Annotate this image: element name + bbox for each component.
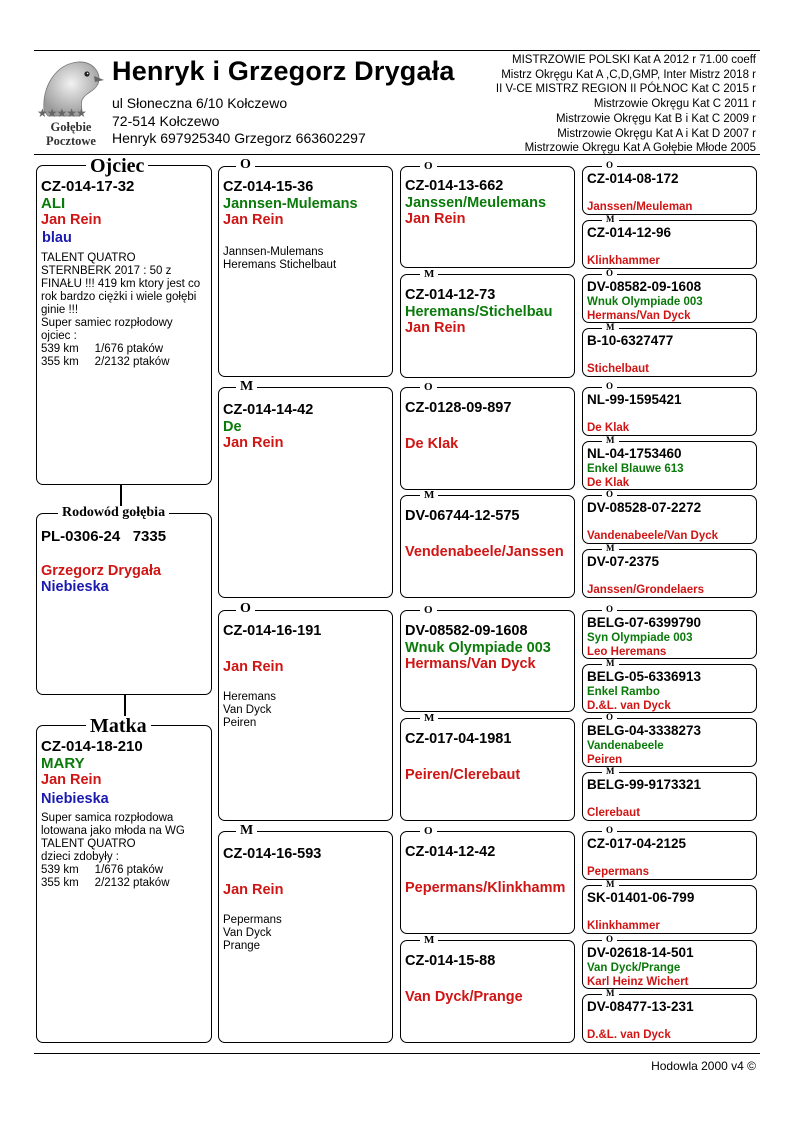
sex-label: M <box>602 215 619 224</box>
awards-list <box>496 53 756 156</box>
gen3-box[interactable] <box>400 274 575 378</box>
gen4-box[interactable] <box>582 940 757 989</box>
breeder: Klinkhammer <box>587 919 660 932</box>
breeder: Janssen/Meuleman <box>587 200 693 213</box>
pigeon-name: De <box>223 418 242 435</box>
gen3-box[interactable] <box>400 831 575 934</box>
note-line: Heremans Stichelbaut <box>223 258 337 271</box>
mother-notes <box>41 812 207 890</box>
note-line: Super samica rozpłodowa <box>41 812 174 825</box>
ring: DV-02618-14-501 <box>587 945 694 960</box>
pigeon-name: Syn Olympiade 003 <box>587 631 693 644</box>
notes <box>223 691 388 730</box>
ring: DV-08477-13-231 <box>587 999 694 1014</box>
sex-label: M <box>420 713 438 724</box>
ring: SK-01401-06-799 <box>587 890 695 905</box>
ring: CZ-014-12-42 <box>405 844 496 860</box>
ring: DV-06744-12-575 <box>405 508 520 524</box>
gen4-box[interactable] <box>582 166 757 215</box>
father-breeder: Jan Rein <box>41 212 102 229</box>
pigeon-name: Janssen/Meulemans <box>405 194 547 211</box>
award: Mistrz Okręgu Kat A ,C,D,GMP, Inter Mistrz 2018 r <box>501 68 756 81</box>
gen3-box[interactable] <box>400 610 575 712</box>
pigeon-name: Jannsen-Mulemans <box>223 195 358 212</box>
breeder: Pepermans <box>587 865 650 878</box>
ring: CZ-014-16-191 <box>223 623 322 639</box>
mother-box[interactable] <box>36 725 212 1043</box>
subject-owner: Grzegorz Drygała <box>41 563 162 580</box>
award: Mistrzowie Okręgu Kat B i Kat C 2009 r <box>555 112 756 125</box>
breeder: Van Dyck/Prange <box>405 988 523 1005</box>
notes <box>223 914 388 953</box>
breeder: De Klak <box>405 435 459 452</box>
ring: DV-08582-09-1608 <box>587 279 702 294</box>
sex-label: O <box>420 382 437 393</box>
sex-label: M <box>602 544 619 553</box>
gen4-box[interactable] <box>582 994 757 1043</box>
sex-label: O <box>602 713 617 722</box>
note-line: Super samiec rozpłodowy <box>41 317 173 330</box>
sex-label: O <box>420 161 437 172</box>
ring: NL-04-1753460 <box>587 446 682 461</box>
note-line: ojciec : <box>41 330 77 343</box>
pigeon-name: Vandenabeele <box>587 739 664 752</box>
top-rule <box>34 50 760 51</box>
breeder: Klinkhammer <box>587 254 660 267</box>
note-line: FINAŁU !!! 419 km ktory jest co <box>41 278 201 291</box>
breeder: Jan Rein <box>223 881 284 898</box>
ring: CZ-014-16-593 <box>223 846 322 862</box>
address-line-1: ul Słoneczna 6/10 Kołczewo <box>112 95 288 111</box>
gen2-box[interactable] <box>218 831 393 1043</box>
gen4-box[interactable] <box>582 495 757 544</box>
breeder: Vendenabeele/Janssen <box>405 543 564 560</box>
sex-label: O <box>236 158 255 172</box>
ring: CZ-017-04-2125 <box>587 836 687 851</box>
award: MISTRZOWIE POLSKI Kat A 2012 r 71.00 coeff <box>512 54 756 66</box>
mother-breeder: Jan Rein <box>41 772 102 789</box>
sex-label: O <box>602 161 617 170</box>
sex-label: O <box>602 935 617 944</box>
sex-label: M <box>420 490 438 501</box>
mother-ring: CZ-014-18-210 <box>41 738 143 755</box>
address-line-2: 72-514 Kołczewo <box>112 113 220 129</box>
note-line: Prange <box>223 939 261 952</box>
ring: BELG-05-6336913 <box>587 669 702 684</box>
gen3-box[interactable] <box>400 940 575 1043</box>
gen4-box[interactable] <box>582 885 757 934</box>
gen4-box[interactable] <box>582 328 757 377</box>
breeder: Jan Rein <box>223 211 284 228</box>
gen3-box[interactable] <box>400 166 575 268</box>
subject-label: Rodowód gołębia <box>58 506 169 520</box>
father-ring: CZ-014-17-32 <box>41 178 135 195</box>
note-line: TALENT QUATRO <box>41 252 136 265</box>
breeder: Janssen/Grondelaers <box>587 583 704 596</box>
ring: CZ-014-12-73 <box>405 287 496 303</box>
gen3-box[interactable] <box>400 718 575 821</box>
gen4-box[interactable] <box>582 441 757 490</box>
breeder: Jan Rein <box>405 319 466 336</box>
breeder: Peiren <box>587 753 623 766</box>
ring: B-10-6327477 <box>587 333 674 348</box>
note-line: Heremans <box>223 690 277 703</box>
pigeon-name: Wnuk Olympiade 003 <box>587 295 703 308</box>
gen4-box[interactable] <box>582 274 757 323</box>
gen4-box[interactable] <box>582 220 757 269</box>
pigeon-name: Enkel Blauwe 613 <box>587 462 684 475</box>
gen4-box[interactable] <box>582 772 757 821</box>
award: Mistrzowie Okręgu Kat A Gołębie Młode 2005 <box>524 142 756 155</box>
father-notes <box>41 252 207 369</box>
award: II V-CE MISTRZ REGION II PÓŁNOC Kat C 2015 r <box>495 83 756 96</box>
mother-color: Niebieska <box>41 791 109 808</box>
ring: CZ-014-08-172 <box>587 171 679 186</box>
breeder: Karl Heinz Wichert <box>587 975 689 988</box>
gen4-box[interactable] <box>582 387 757 436</box>
sex-label: O <box>602 382 617 391</box>
note-line: Van Dyck <box>223 926 272 939</box>
note-line: Jannsen-Mulemans <box>223 245 324 258</box>
note-line: 355 km 2/2132 ptaków <box>41 356 170 369</box>
ring: CZ-014-15-36 <box>223 179 314 195</box>
sex-label: O <box>420 605 437 616</box>
mother-label: Matka <box>86 716 151 736</box>
breeder-title: Henryk i Grzegorz Drygała <box>112 56 455 86</box>
gen4-box[interactable] <box>582 831 757 880</box>
sex-label: O <box>602 490 617 499</box>
gen4-box[interactable] <box>582 610 757 659</box>
breeder: Jan Rein <box>223 434 284 451</box>
breeder: De Klak <box>587 476 630 489</box>
phones: Henryk 697925340 Grzegorz 663602297 <box>112 130 366 146</box>
note-line: STERNBERK 2017 : 50 z <box>41 265 172 278</box>
mother-name: MARY <box>41 755 85 773</box>
ring: CZ-014-14-42 <box>223 402 314 418</box>
gen2-box[interactable] <box>218 610 393 821</box>
gen4-box[interactable] <box>582 664 757 713</box>
pigeon-name: Heremans/Stichelbau <box>405 303 553 320</box>
note-line: dzieci zdobyły : <box>41 851 119 864</box>
sex-label: M <box>602 436 619 445</box>
logo-text-1: Gołębie <box>50 120 92 134</box>
gen2-box[interactable] <box>218 166 393 377</box>
logo-stars: ★★★★★ <box>37 106 86 120</box>
sex-label: M <box>236 824 257 838</box>
gen4-box[interactable] <box>582 549 757 598</box>
subject-box[interactable] <box>36 513 212 695</box>
breeder: Pepermans/Klinkhamm <box>405 879 566 896</box>
sex-label: M <box>236 380 257 394</box>
father-label: Ojciec <box>86 156 148 176</box>
sex-label: M <box>602 880 619 889</box>
pigeon-name: Wnuk Olympiade 003 <box>405 639 551 656</box>
sex-label: M <box>602 659 619 668</box>
breeder: De Klak <box>587 421 630 434</box>
ring: DV-08582-09-1608 <box>405 623 528 639</box>
father-box[interactable] <box>36 165 212 485</box>
breeder: Stichelbaut <box>587 362 649 375</box>
ring: BELG-07-6399790 <box>587 615 702 630</box>
ring: DV-08528-07-2272 <box>587 500 702 515</box>
breeder: D.&L. van Dyck <box>587 1028 671 1041</box>
father-color: blau <box>42 230 72 247</box>
gen3-box[interactable] <box>400 387 575 490</box>
ring: CZ-014-13-662 <box>405 178 504 194</box>
notes <box>223 246 388 272</box>
footer-text: Hodowla 2000 v4 © <box>651 1059 756 1073</box>
note-line: TALENT QUATRO <box>41 838 136 851</box>
breeder: Peiren/Clerebaut <box>405 766 521 783</box>
award: Mistrzowie Okręgu Kat A i Kat D 2007 r <box>557 127 756 140</box>
ring: CZ-0128-09-897 <box>405 400 512 416</box>
breeder: Clerebaut <box>587 806 641 819</box>
sex-label: O <box>602 269 617 278</box>
note-line: 539 km 1/676 ptaków <box>41 343 164 356</box>
sex-label: M <box>420 935 438 946</box>
pigeon-name: Van Dyck/Prange <box>587 961 681 974</box>
breeder: Hermans/Van Dyck <box>405 655 536 672</box>
sex-label: O <box>602 605 617 614</box>
note-line: rok bardzo ciężki i wiele gołębi <box>41 291 197 304</box>
gen3-box[interactable] <box>400 495 575 598</box>
logo-text-2: Pocztowe <box>46 134 96 148</box>
note-line: ginie !!! <box>41 304 79 317</box>
father-name: ALI <box>41 195 66 213</box>
award: Mistrzowie Okręgu Kat C 2011 r <box>593 98 756 111</box>
gen2-box[interactable] <box>218 387 393 598</box>
breeder: D.&L. van Dyck <box>587 699 671 712</box>
sex-label: M <box>420 269 438 280</box>
subject-color: Niebieska <box>41 579 109 596</box>
gen4-box[interactable] <box>582 718 757 767</box>
sex-label: M <box>602 767 619 776</box>
sex-label: O <box>420 826 437 837</box>
note-line: Van Dyck <box>223 703 272 716</box>
subject-ring: PL-0306-24 7335 <box>41 528 167 545</box>
note-line: 355 km 2/2132 ptaków <box>41 877 170 890</box>
breeder: Jan Rein <box>223 658 284 675</box>
sex-label: O <box>602 826 617 835</box>
note-line: Pepermans <box>223 913 282 926</box>
breeder: Hermans/Van Dyck <box>587 309 691 322</box>
note-line: 539 km 1/676 ptaków <box>41 864 164 877</box>
ring: DV-07-2375 <box>587 554 660 569</box>
pigeon-name: Enkel Rambo <box>587 685 660 698</box>
ring: CZ-017-04-1981 <box>405 731 512 747</box>
ring: BELG-99-9173321 <box>587 777 702 792</box>
sex-label: M <box>602 989 619 998</box>
note-line: lotowana jako młoda na WG <box>41 825 185 838</box>
breeder: Jan Rein <box>405 210 466 227</box>
note-line: Peiren <box>223 716 257 729</box>
ring: BELG-04-3338273 <box>587 723 702 738</box>
footer-rule <box>34 1053 760 1054</box>
ring: CZ-014-15-88 <box>405 953 496 969</box>
sex-label: O <box>236 602 255 616</box>
ring: CZ-014-12-96 <box>587 225 672 240</box>
sex-label: M <box>602 323 619 332</box>
breeder: Vandenabeele/Van Dyck <box>587 529 719 542</box>
ring: NL-99-1595421 <box>587 392 682 407</box>
breeder: Leo Heremans <box>587 645 667 658</box>
